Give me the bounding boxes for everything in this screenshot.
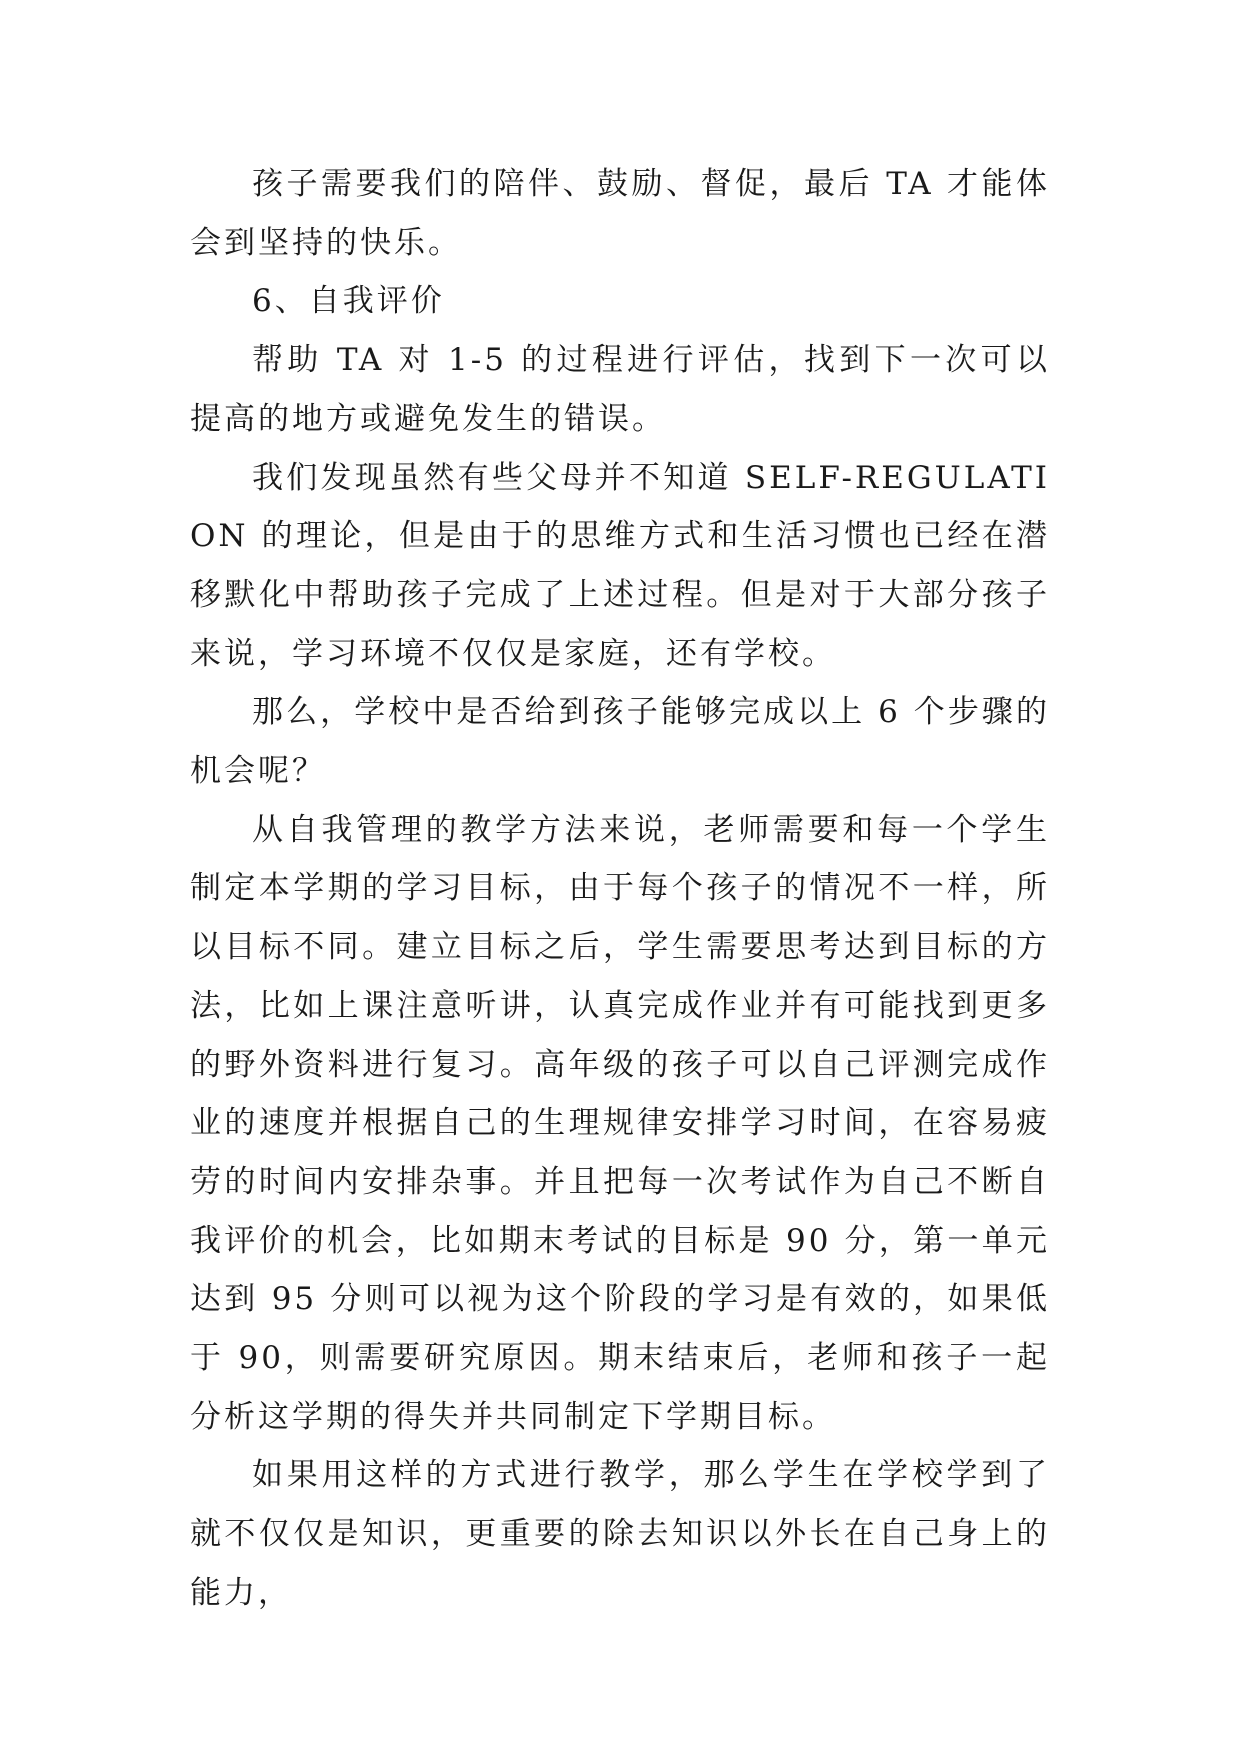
- paragraph: 那么，学校中是否给到孩子能够完成以上 6 个步骤的机会呢？: [190, 694, 1050, 790]
- paragraph: 孩子需要我们的陪伴、鼓励、督促，最后 TA 才能体会到坚持的快乐。: [190, 166, 1050, 261]
- paragraph: 从自我管理的教学方法来说，老师需要和每一个学生制定本学期的学习目标，由于每个孩子的情况不一样，所以目标不同。建立目标之后，学生需要思考达到目标的方法，比如上课注意听讲，认真完成作业并有可能找到更多的野外资料进行复习。高年级的孩子可以自己评测完成作业的速度并根据自己的生理规律安排学习时间，在容易疲劳的时间内安排杂事。并且把每一次考试作为自己不断自我评价的机会，比如期末考试的目标是 90 分，第一单元达到 95 分则可以视为这个阶段的学习是有效的，如果低于 90，则需要研究原因。期末结束后，老师和孩子一起分析这学期的得失并共同制定下学期目标。: [190, 811, 1050, 1435]
- paragraph: 如果用这样的方式进行教学，那么学生在学校学到了就不仅仅是知识，更重要的除去知识以外长在自己身上的能力，: [190, 1457, 1050, 1611]
- section-heading: 6、自我评价: [252, 283, 445, 320]
- paragraph: 帮助 TA 对 1-5 的过程进行评估，找到下一次可以提高的地方或避免发生的错误。: [190, 342, 1050, 437]
- body-text: [190, 155, 1050, 1623]
- paragraph: 我们发现虽然有些父母并不知道 SELF-REGULATION 的理论，但是由于的思维方式和生活习惯也已经在潜移默化中帮助孩子完成了上述过程。但是对于大部分孩子来说，学习环境不仅仅是家庭，还有学校。: [190, 459, 1050, 672]
